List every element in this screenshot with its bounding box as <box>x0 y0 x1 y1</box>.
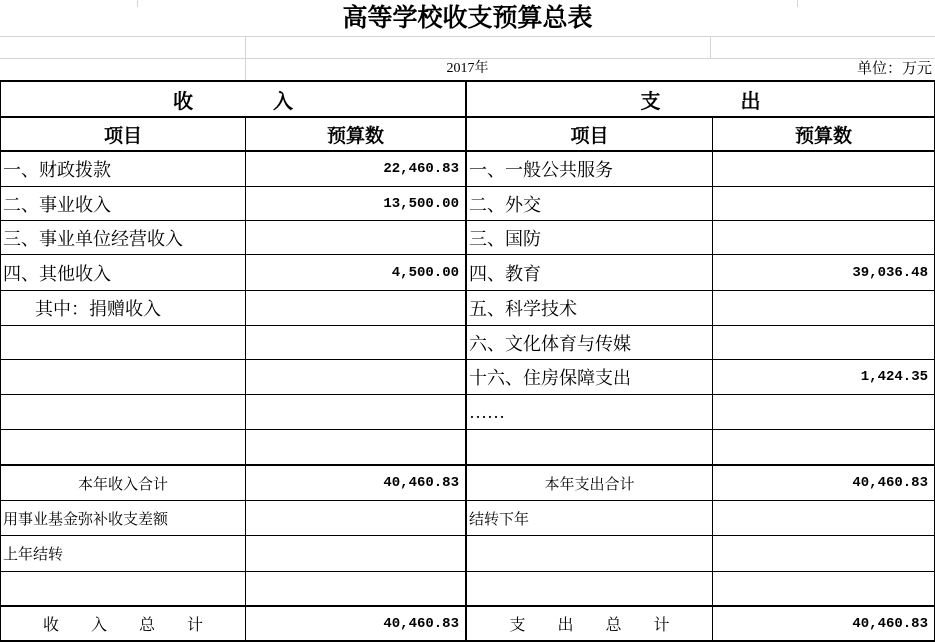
income-item-cell <box>1 395 246 430</box>
income-budget-cell <box>246 360 467 395</box>
expense-budget-cell <box>713 152 934 187</box>
income-budget-cell <box>246 395 467 430</box>
income-budget-cell <box>246 221 467 255</box>
income-section-header: 收 入 <box>1 82 467 118</box>
income-grand-total-label: 收 入 总 计 <box>1 607 246 640</box>
expense-item-cell: 十六、住房保障支出 <box>467 360 713 395</box>
income-item-cell <box>1 360 246 395</box>
page-title: 高等学校收支预算总表 <box>342 5 593 32</box>
income-budget-cell <box>246 291 467 326</box>
income-item-col-header: 项目 <box>1 118 246 152</box>
expense-item-cell <box>467 572 713 607</box>
income-item-cell <box>1 572 246 607</box>
income-item-cell: 其中：捐赠收入 <box>1 291 246 326</box>
income-budget-cell <box>246 501 467 536</box>
expense-item-cell <box>467 430 713 466</box>
expense-item-cell: 六、文化体育与传媒 <box>467 326 713 360</box>
income-budget-cell <box>246 326 467 360</box>
expense-item-cell <box>467 536 713 572</box>
income-item-cell <box>1 430 246 466</box>
income-item-cell: 三、事业单位经营收入 <box>1 221 246 255</box>
expense-budget-cell <box>713 291 934 326</box>
expense-budget-cell <box>713 572 934 607</box>
expense-item-cell: …… <box>467 395 713 430</box>
gridline <box>137 0 138 7</box>
income-item-cell: 二、事业收入 <box>1 187 246 221</box>
expense-section-header: 支 出 <box>467 82 934 118</box>
gridline <box>797 0 798 7</box>
income-budget-cell <box>246 572 467 607</box>
expense-budget-cell <box>713 536 934 572</box>
expense-item-cell: 三、国防 <box>467 221 713 255</box>
income-item-cell: 一、财政拨款 <box>1 152 246 187</box>
unit-label: 单位：万元 <box>856 61 932 77</box>
income-budget-col-header: 预算数 <box>246 118 467 152</box>
income-item-cell: 用事业基金弥补收支差额 <box>1 501 246 536</box>
expense-year-total-label: 本年支出合计 <box>467 466 713 501</box>
expense-grand-total-label: 支 出 总 计 <box>467 607 713 640</box>
expense-budget-cell <box>713 326 934 360</box>
expense-item-cell: 四、教育 <box>467 255 713 291</box>
expense-budget-cell: 39,036.48 <box>713 255 934 291</box>
expense-budget-cell <box>713 187 934 221</box>
gridline <box>710 36 711 58</box>
income-budget-cell: 4,500.00 <box>246 255 467 291</box>
expense-budget-col-header: 预算数 <box>713 118 934 152</box>
expense-item-cell: 五、科学技术 <box>467 291 713 326</box>
income-item-cell: 上年结转 <box>1 536 246 572</box>
income-year-total-value: 40,460.83 <box>246 466 467 501</box>
expense-item-cell: 一、一般公共服务 <box>467 152 713 187</box>
expense-budget-cell: 1,424.35 <box>713 360 934 395</box>
gridline <box>0 36 935 37</box>
income-item-cell <box>1 326 246 360</box>
expense-budget-cell <box>713 395 934 430</box>
income-item-cell: 四、其他收入 <box>1 255 246 291</box>
expense-item-cell: 结转下年 <box>467 501 713 536</box>
income-budget-cell <box>246 536 467 572</box>
income-grand-total-value: 40,460.83 <box>246 607 467 640</box>
expense-budget-cell <box>713 221 934 255</box>
expense-budget-cell <box>713 501 934 536</box>
expense-grand-total-value: 40,460.83 <box>852 615 928 632</box>
income-budget-cell: 13,500.00 <box>246 187 467 221</box>
budget-table <box>0 80 935 642</box>
expense-item-col-header: 项目 <box>467 118 713 152</box>
income-year-total-label: 本年收入合计 <box>1 466 246 501</box>
income-budget-cell <box>246 430 467 466</box>
year-label: 2017年 <box>446 61 489 76</box>
expense-year-total-value: 40,460.83 <box>713 466 934 501</box>
expense-budget-cell <box>713 430 934 466</box>
income-budget-cell: 22,460.83 <box>246 152 467 187</box>
expense-item-cell: 二、外交 <box>467 187 713 221</box>
